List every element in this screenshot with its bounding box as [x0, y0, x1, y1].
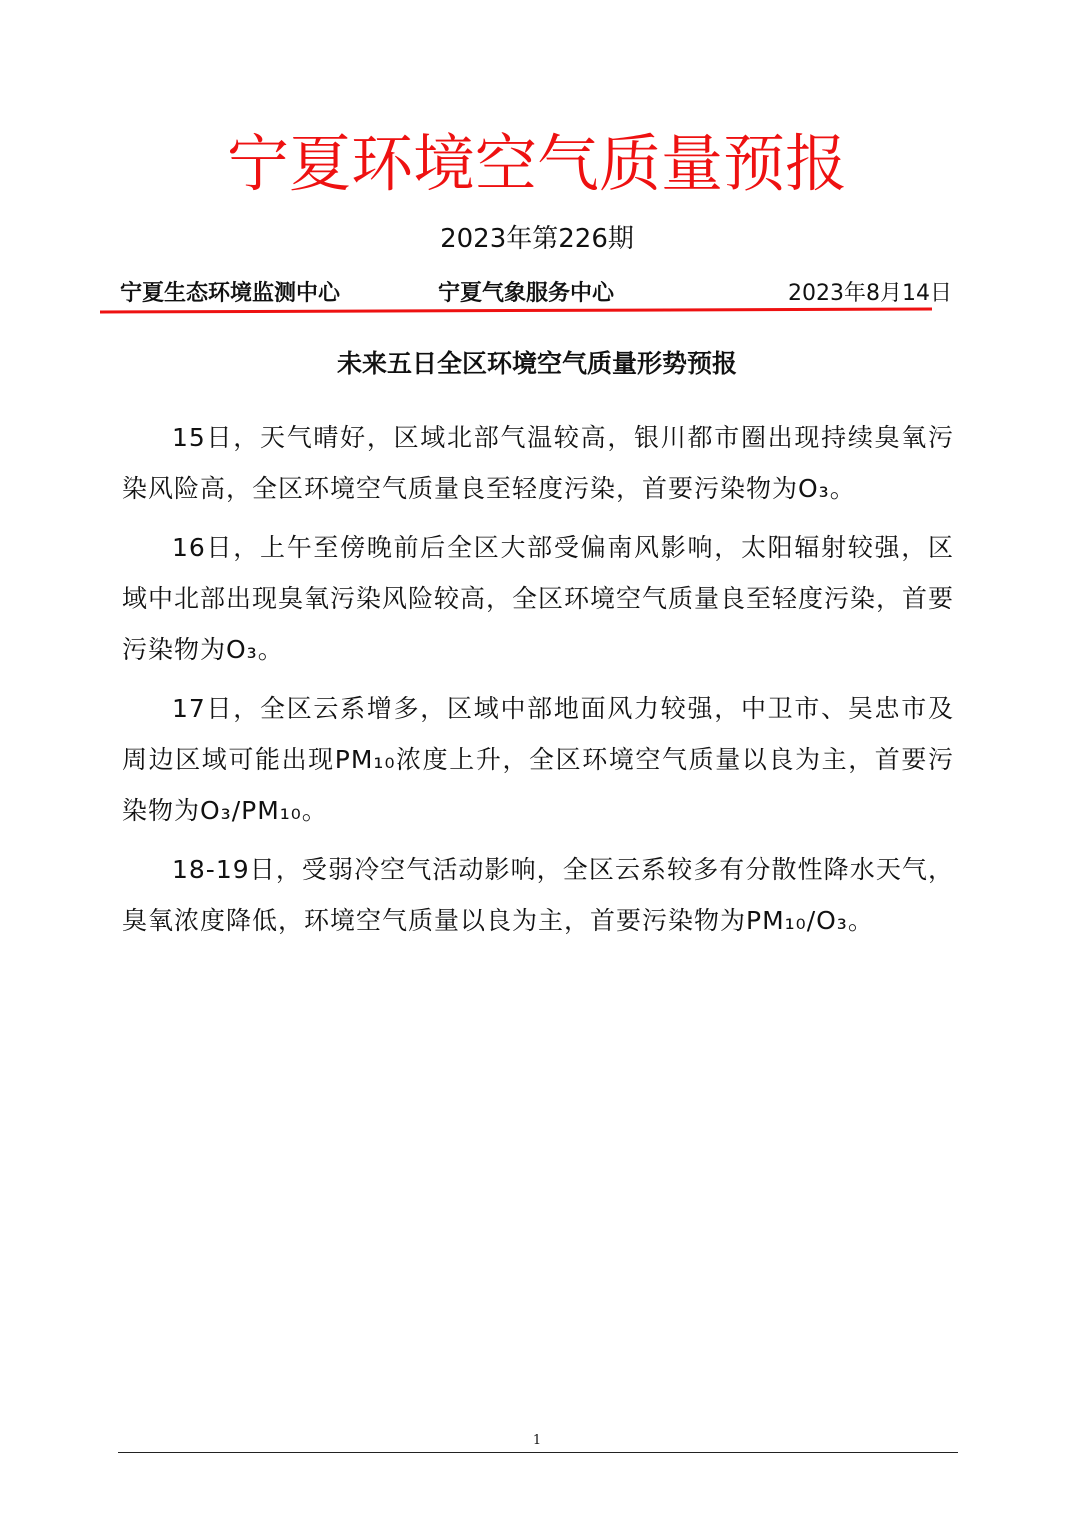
issue-date: 2023年8月14日 [788, 281, 952, 306]
page-number: 1 [532, 1433, 542, 1448]
forecast-paragraph-18-19: 18-19日，受弱冷空气活动影响，全区云系较多有分散性降水天气，臭氧浓度降低，环境空气质量以良为主，首要污染物为PM₁₀/O₃。 [122, 855, 954, 935]
section-heading: 未来五日全区环境空气质量形势预报 [336, 349, 737, 378]
forecast-body [122, 412, 954, 954]
forecast-paragraph-15: 15日，天气晴好，区域北部气温较高，银川都市圈出现持续臭氧污染风险高，全区环境空气质量良至轻度污染，首要污染物为O₃。 [122, 423, 954, 503]
forecast-paragraph-17: 17日，全区云系增多，区域中部地面风力较强，中卫市、吴忠市及周边区域可能出现PM₁₀浓度上升，全区环境空气质量以良为主，首要污染物为O₃/PM₁₀。 [122, 694, 954, 825]
issuer-environment-center: 宁夏生态环境监测中心 [120, 281, 341, 306]
issuer-weather-center: 宁夏气象服务中心 [438, 281, 615, 306]
red-header-rule [100, 307, 932, 315]
issue-number: 2023年第226期 [440, 224, 634, 254]
document-title: 宁夏环境空气质量预报 [226, 127, 847, 200]
footer-rule [118, 1452, 958, 1453]
forecast-paragraph-16: 16日，上午至傍晚前后全区大部受偏南风影响，太阳辐射较强，区域中北部出现臭氧污染风险较高，全区环境空气质量良至轻度污染，首要污染物为O₃。 [122, 533, 955, 664]
